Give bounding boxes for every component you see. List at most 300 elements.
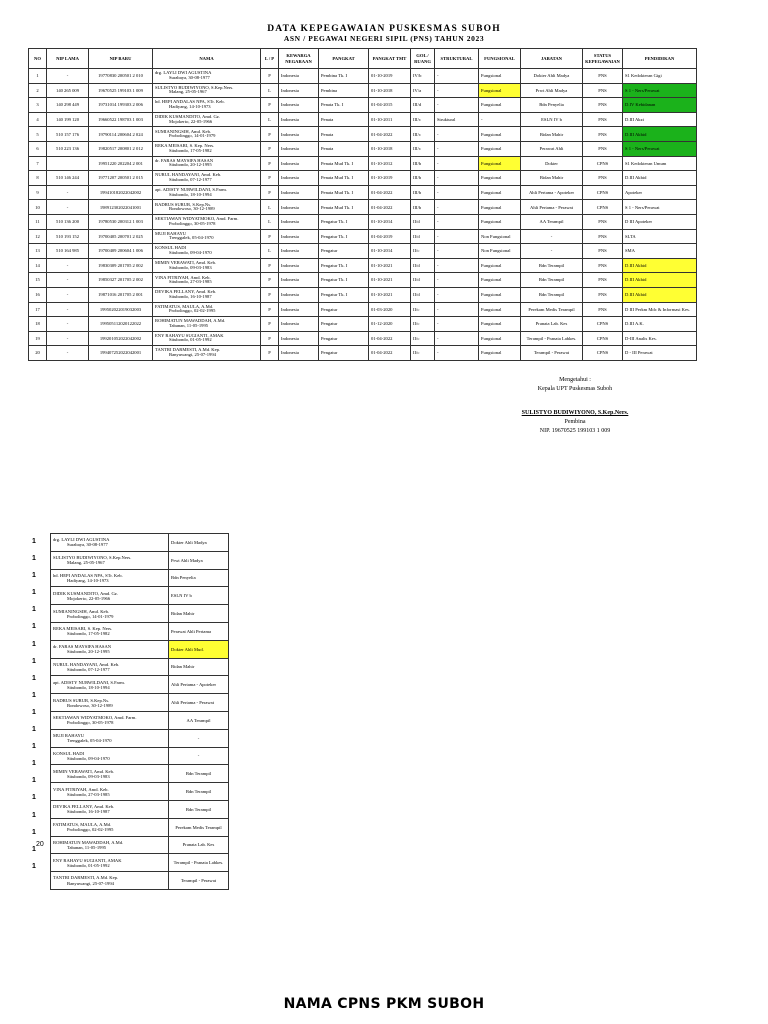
birth-place-date: Situbondo, 18-10-1994 [169,191,212,197]
cell: CPNS [583,185,623,200]
cell: Penata [319,141,369,156]
cell: - [47,258,89,273]
cell: Pengatur Tk. I [319,273,369,288]
cell: Pengatur [319,331,369,346]
employee-name: NURUL HANDAYANI, Amd. Keb. [53,661,120,667]
position-cell: Dokter Ahli Madya [169,534,229,552]
cell: D.III Akzi [623,112,697,127]
cell: P [261,185,279,200]
cell: 12 [29,229,47,244]
cell: Penata Mud Tk. I [319,185,369,200]
header-cell: L / P [261,49,279,69]
cell: D III Perkm Mdc & Informasi Kes. [623,302,697,317]
cell: 19700409 200604 1 006 [89,244,153,259]
cell: CPNS [583,331,623,346]
cell: CPNS [583,346,623,361]
employee-name: SUMIANINGSIH, Amd. Keb. [155,128,212,134]
row-marker: 1 [32,794,36,802]
cell: S1 Kedokteran Gigi [623,69,697,84]
table-row [29,302,697,317]
cell-name [51,818,169,836]
table-row [29,112,697,127]
cell: 140 265 009 [47,83,89,98]
sign-rank: Pembina [564,419,586,425]
cell-name [51,676,169,694]
cell: 01-04-2019 [369,229,411,244]
cell-name [153,171,261,186]
cell-name [51,729,169,747]
list-item [51,854,229,872]
employee-name: SULISTYO BUDIWIYONO, S.Kep.Ners. [53,555,132,561]
birth-place-date: Bondowoso, 30-12-1989 [169,206,215,212]
table-row [29,83,697,98]
header-cell: NO [29,49,47,69]
row-marker: 1 [32,828,36,836]
cell-name [153,331,261,346]
position-cell: Bdn Terampil [169,800,229,818]
position-cell: - [169,747,229,765]
cell: P [261,331,279,346]
employee-name: hd. HEPI ANDALAS NPA, STr. Keb. [155,99,225,105]
cell-name [153,98,261,113]
cell: - [47,287,89,302]
header-cell: STATUS KEPEGAWAIAN [583,49,623,69]
cell: AA Terampil [521,214,583,229]
position-cell: Perawat Ahli Pertama [169,622,229,640]
cell: 20 [29,346,47,361]
cell-name [153,273,261,288]
cell: Pengatur [319,244,369,259]
employee-name: BADRUS SURUR, S.Kep.Ns. [155,201,212,207]
birth-place-date: Malang, 25-05-1967 [67,560,105,566]
cell: - [435,127,479,142]
cell: S 1 - Ners/Perawat [623,141,697,156]
cell-name [51,783,169,801]
row-marker: 1 [32,691,36,699]
cell [47,156,89,171]
cell: L [261,244,279,259]
cell: - [435,83,479,98]
cell: 19 [29,331,47,346]
cell: Bdn Penyelia [521,98,583,113]
cell: - [47,302,89,317]
cell: Pembina [319,83,369,98]
cell: 01-10-2012 [369,156,411,171]
birth-place-date: Situbondo, 07-12-1977 [169,176,212,182]
cell: 19660522 198703 1 003 [89,112,153,127]
cell: - [47,273,89,288]
birth-place-date: Malang, 25-05-1967 [169,89,207,95]
sign-mengetahui: Mengetahui : [559,377,591,383]
birth-place-date: Bondowoso, 30-12-1989 [67,702,113,708]
cell: - [435,214,479,229]
cell: Ahli Pertama - Apoteker [521,185,583,200]
cell: P [261,258,279,273]
list-item [51,694,229,712]
position-cell: Bidan Mahir [169,658,229,676]
row-marker: 1 [32,589,36,597]
birth-place-date: Tabanan, 11-05-1995 [169,322,209,328]
header-cell: STRUKTURAL [435,49,479,69]
cell: III/d [411,98,435,113]
cell: 01-10-2021 [369,258,411,273]
cell: 01-10-2021 [369,273,411,288]
employee-name: KONSUL HADI [155,245,187,251]
cell: Fungsional [479,317,521,332]
employee-name: KONSUL HADI [53,750,85,756]
total-count: 20 [36,841,44,848]
cell-name [51,605,169,623]
document-title: DATA KEPEGAWAIAN PUSKESMAS SUBOH [267,24,501,34]
cell: 01-10-2014 [369,214,411,229]
birth-place-date: Tabanan, 11-05-1995 [67,844,107,850]
cell: Fungsional [479,346,521,361]
birth-place-date: Probolinggo, 02-02-1995 [67,827,114,833]
cell: - [435,200,479,215]
employee-name: ENY RAHAYU SUGIANTI, AMAK [155,332,224,338]
header-cell: PANGKAT TMT [369,49,411,69]
header-cell: KEWARGA NEGARAAN [279,49,319,69]
list-item [51,711,229,729]
cell-name [153,302,261,317]
cell-name [153,141,261,156]
cell: Fungsional [479,214,521,229]
cell: 19780530 200312 1 003 [89,214,153,229]
cell: - [435,258,479,273]
cell: Bdn Terampil [521,287,583,302]
cell: II/c [411,244,435,259]
cell-name [153,317,261,332]
cell: - [435,317,479,332]
cell: PNS [583,229,623,244]
position-cell: Bdn Penyelia [169,569,229,587]
cell: II/d [411,214,435,229]
cell: - [435,302,479,317]
cell: 01-04-2022 [369,185,411,200]
cell: 17 [29,302,47,317]
cell: - [47,185,89,200]
cell-name [153,185,261,200]
position-cell: Ahli Pertama - Perawat [169,694,229,712]
cell: D.III Akbid [623,287,697,302]
row-marker: 1 [32,640,36,648]
cell: Pengatur Tk. I [319,258,369,273]
row-marker: 1 [32,538,36,545]
cell: S 1 - Ners/Perawat [623,83,697,98]
table-row [29,200,697,215]
cell: - [47,346,89,361]
cell: 01-10-2021 [369,287,411,302]
cell: 199505112020122022 [89,317,153,332]
row-marker: 1 [32,777,36,785]
cell: 01-04-2015 [369,98,411,113]
list-item [51,569,229,587]
cell-name [51,658,169,676]
cell: Indonesia [279,317,319,332]
cell: Pengatur [319,302,369,317]
employee-name: drg. LAYLI DWI AGUSTINA [155,70,212,76]
cell: 19850327 201705 2 002 [89,273,153,288]
birth-place-date: Probolinggo, 14-01-1979 [67,613,114,619]
birth-place-date: Situbondo, 09-04-1970 [67,755,110,761]
cell: 4 [29,112,47,127]
cell: Indonesia [279,331,319,346]
cell: - [435,156,479,171]
cell: 3 [29,98,47,113]
cell: 19871016 201705 2 001 [89,287,153,302]
cell: 510 157 176 [47,127,89,142]
row-marker: 1 [32,845,36,853]
cell: Perawat Ahli [521,141,583,156]
row-marker: 1 [32,657,36,665]
list-item [51,587,229,605]
cell: 510 223 136 [47,141,89,156]
birth-place-date: Situbondo, 16-10-1987 [67,809,110,815]
cell: 199201052022042002 [89,331,153,346]
cell: II/c [411,331,435,346]
table-row [29,214,697,229]
cell: D.III Akbid [623,171,697,186]
employee-name: VINA FITRIYAH, Amd. Keb. [155,274,211,280]
cell: ESLN IV b [521,112,583,127]
list-item [51,747,229,765]
cell-name [153,346,261,361]
cell: - [479,112,521,127]
birth-place-date: Probolinggo, 30-05-1978 [67,720,114,726]
header-cell: NAMA [153,49,261,69]
table-row [29,258,697,273]
cell-name [153,200,261,215]
cell: 10 [29,200,47,215]
cell: III/b [411,185,435,200]
cell-name [153,229,261,244]
cell: PNS [583,258,623,273]
document-subtitle: ASN / PEGAWAI NEGERI SIPIL (PNS) TAHUN 2023 [283,34,485,43]
cell-name [51,569,169,587]
cell: Indonesia [279,258,319,273]
employee-name: hd. HEPI ANDALAS NPA, STr. Keb. [53,572,123,578]
cell: Fungsional [479,302,521,317]
birth-place-date: Surabaya, 30-08-1977 [67,542,108,548]
cell: II/d [411,287,435,302]
cell: Bdn Terampil [521,258,583,273]
cell: - [435,185,479,200]
cell: 11 [29,214,47,229]
cell-name [153,83,261,98]
position-cell: AA Terampil [169,711,229,729]
cell: 510 146 244 [47,171,89,186]
cell: PNS [583,287,623,302]
cell: - [435,141,479,156]
table-row [29,185,697,200]
employee-name: FATIMATUS, MAULA, A.Md. [155,303,214,309]
secondary-table [50,533,229,890]
cell: 6 [29,141,47,156]
cell: Indonesia [279,200,319,215]
table-row [29,229,697,244]
cell: P [261,229,279,244]
sign-nip: NIP. 19670525 199103 1 009 [539,428,611,434]
cell: SMA [623,244,697,259]
employee-name: VINA FITRIYAH, Amd. Keb. [53,786,109,792]
cell: - [521,229,583,244]
table-row [29,317,697,332]
birth-place-date: Situbondo, 09-04-1970 [169,249,212,255]
employee-name: dr. FARAS MAYSIFA HASAN [155,157,214,163]
cell: P [261,302,279,317]
cell: Fungsional [479,127,521,142]
employee-name: drg. LAYLI DWI AGUSTINA [53,537,110,543]
cell: P [261,317,279,332]
cell: Pranata Lab. Kes [521,317,583,332]
cell: 19770830 200501 2 010 [89,69,153,84]
cell: P [261,273,279,288]
cell: Indonesia [279,346,319,361]
sign-name: SULISTYO BUDIWIYONO, S.Kep.Ners. [521,410,629,416]
cell: Indonesia [279,171,319,186]
cell-name [51,640,169,658]
cell: 19830309 201705 2 002 [89,258,153,273]
header-cell: NIP BARU [89,49,153,69]
cell: PNS [583,98,623,113]
cell: PNS [583,69,623,84]
cell: 13 [29,244,47,259]
cell: Pengatur Tk. I [319,229,369,244]
cell: PNS [583,112,623,127]
cell-name [153,287,261,302]
cell: Indonesia [279,83,319,98]
cell: 01-10-2014 [369,244,411,259]
cell: P [261,346,279,361]
row-marker: 1 [32,726,36,734]
employee-name: ENY RAHAYU SUGIANTI, AMAK [53,857,122,863]
cell: CPNS [583,156,623,171]
cell: - [435,287,479,302]
cell: P [261,69,279,84]
cell: 01-10-2019 [369,69,411,84]
employee-name: SUMIANINGSIH, Amd. Keb. [53,608,110,614]
footer-caption: NAMA CPNS PKM SUBOH [283,996,485,1012]
cell: S 1 - Ners/Perawat [623,200,697,215]
cell: 510 136 200 [47,214,89,229]
cell-name [153,258,261,273]
cell: Indonesia [279,69,319,84]
cell: 7 [29,156,47,171]
header-cell: NIP LAMA [47,49,89,69]
cell: - [435,346,479,361]
cell: 198912302022041001 [89,200,153,215]
cell: Penata Mud Tk. I [319,156,369,171]
birth-place-date: Situbondo, 20-12-1995 [67,649,110,655]
cell: Indonesia [279,244,319,259]
cell: - [435,69,479,84]
cell: 01-12-2020 [369,317,411,332]
cell: II/c [411,302,435,317]
employee-name: MUJI RAHAYU [53,733,85,739]
cell: 19731014 199303 2 006 [89,98,153,113]
cell: Terampil - Perawat [521,346,583,361]
cell: PNS [583,141,623,156]
cell: 16 [29,287,47,302]
cell: III/b [411,156,435,171]
employee-name: DIDIK KUSMANDITO, Amd. Gz. [53,590,118,596]
cell-name [153,214,261,229]
cell: Indonesia [279,185,319,200]
list-item [51,783,229,801]
cell: P [261,141,279,156]
cell: Fungsional [479,331,521,346]
cell: P [261,156,279,171]
row-marker: 1 [32,572,36,580]
cell-name [51,534,169,552]
row-marker: 1 [32,623,36,631]
cell: S1 Kedokteran Umum [623,156,697,171]
cell: - [47,317,89,332]
birth-place-date: Situbondo, 27-03-1985 [169,279,212,285]
list-item [51,800,229,818]
cell: Penata [319,112,369,127]
cell-name [51,800,169,818]
employee-name: MIMIN VERAWATI, Amd. Keb. [155,259,217,265]
cell: - [435,331,479,346]
cell: Non Fungsional [479,244,521,259]
employee-name: apt. ADISTY NURWILDANI, S.Farm. [155,186,227,192]
cell: 19820517 200801 2 012 [89,141,153,156]
cell: Indonesia [279,112,319,127]
employee-name: dr. FARAS MAYSIFA HASAN [53,644,112,650]
position-cell: Prwt Ahli Madya [169,551,229,569]
row-marker: 1 [32,708,36,716]
list-item [51,622,229,640]
cell: D-III Analis Kes. [623,331,697,346]
cell: 1 [29,69,47,84]
birth-place-date: Situbondo, 09-03-1983 [169,264,212,270]
list-item [51,605,229,623]
cell: Bidan Mahir [521,127,583,142]
cell: PNS [583,302,623,317]
cell: 01-10-2019 [369,171,411,186]
cell: SLTA [623,229,697,244]
birth-place-date: Trenggalek, 05-04-1970 [67,738,112,744]
cell: L [261,83,279,98]
cell: Perekam Medis Terampil [521,302,583,317]
employee-name: DEVIKA FELLANY, Amd. Keb. [53,804,115,810]
cell: 01-04-2022 [369,331,411,346]
birth-place-date: Probolinggo, 14-01-1979 [169,133,216,139]
cell: Indonesia [279,156,319,171]
employee-name: ROHIMATUN MAWADDAH, A.Md. [53,839,124,845]
cell: PNS [583,127,623,142]
cell-name [153,112,261,127]
cell: Fungsional [479,141,521,156]
cell: III/c [411,127,435,142]
cell: CPNS [583,317,623,332]
cell-name [51,694,169,712]
table-header-row [29,49,697,69]
cell: 19771207 200501 2 015 [89,171,153,186]
cell: 01-10-2011 [369,112,411,127]
cell: Fungsional [479,171,521,186]
cell: III/b [411,200,435,215]
birth-place-date: Situbondo, 07-12-1977 [67,666,110,672]
table-row [29,69,697,84]
cell: 2 [29,83,47,98]
cell: PNS [583,83,623,98]
birth-place-date: Probolinggo, 30-05-1978 [169,220,216,226]
cell: L [261,214,279,229]
cell: 199407252022042001 [89,346,153,361]
cell-name [51,622,169,640]
